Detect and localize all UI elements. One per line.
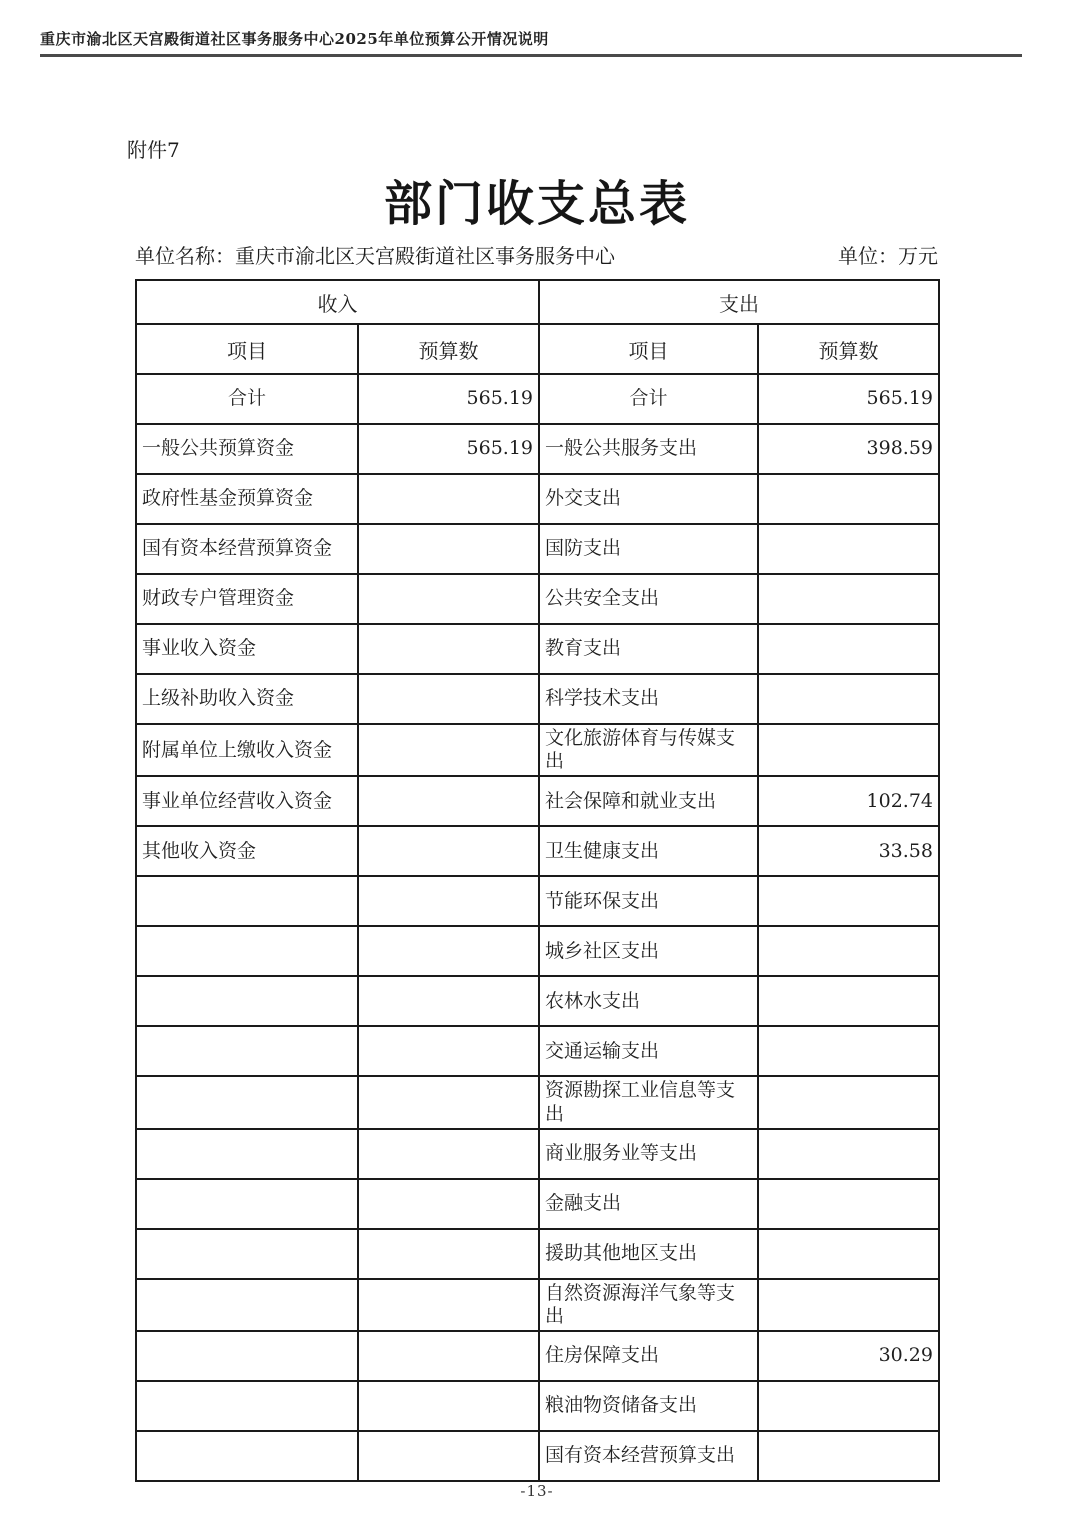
- expense-budget-header: 预算数: [758, 324, 939, 374]
- table-row: [136, 574, 939, 624]
- expense-budget-cell: [758, 1431, 939, 1481]
- group-header-row: [136, 280, 939, 324]
- expense-item-cell: 文化旅游体育与传媒支出: [539, 724, 758, 776]
- table-row: [136, 826, 939, 876]
- income-item-cell: [136, 1381, 358, 1431]
- expense-item-cell: 资源勘探工业信息等支出: [539, 1076, 758, 1128]
- total-row: [136, 374, 939, 424]
- expense-budget-cell: [758, 1229, 939, 1279]
- page-title: 部门收支总表: [383, 176, 690, 232]
- income-total-value-cell: 565.19: [358, 374, 539, 424]
- table-row: [136, 1229, 939, 1279]
- income-item-cell: 其他收入资金: [136, 826, 358, 876]
- income-item-cell: [136, 1279, 358, 1331]
- expense-item-cell: 科学技术支出: [539, 674, 758, 724]
- table-row: [136, 1179, 939, 1229]
- income-budget-cell: [358, 826, 539, 876]
- expense-item-cell: 城乡社区支出: [539, 926, 758, 976]
- expense-total-value-cell: 565.19: [758, 374, 939, 424]
- income-budget-cell: [358, 1076, 539, 1128]
- expense-item-cell: 交通运输支出: [539, 1026, 758, 1076]
- income-budget-cell: 565.19: [358, 424, 539, 474]
- expense-item-cell: 一般公共服务支出: [539, 424, 758, 474]
- running-header: [40, 28, 1022, 57]
- table-row: [136, 1381, 939, 1431]
- attachment-label: 附件7: [127, 138, 180, 162]
- income-budget-cell: [358, 1129, 539, 1179]
- table-row: [136, 1129, 939, 1179]
- expense-item-cell: 卫生健康支出: [539, 826, 758, 876]
- expense-item-cell: 援助其他地区支出: [539, 1229, 758, 1279]
- expense-budget-cell: [758, 1129, 939, 1179]
- column-header-row: [136, 324, 939, 374]
- table-row: [136, 926, 939, 976]
- income-item-header: 项目: [136, 324, 358, 374]
- income-budget-cell: [358, 1229, 539, 1279]
- table-row: [136, 624, 939, 674]
- expense-item-cell: 金融支出: [539, 1179, 758, 1229]
- expense-item-header: 项目: [539, 324, 758, 374]
- income-item-cell: [136, 1431, 358, 1481]
- expense-item-cell: 国防支出: [539, 524, 758, 574]
- expense-budget-cell: [758, 1026, 939, 1076]
- expense-item-cell: 外交支出: [539, 474, 758, 524]
- expense-budget-cell: [758, 1279, 939, 1331]
- table-meta-row: [135, 240, 938, 269]
- expense-item-cell: 公共安全支出: [539, 574, 758, 624]
- income-item-cell: [136, 1129, 358, 1179]
- income-group-header: 收入: [136, 280, 539, 324]
- expense-total-label-cell: 合计: [539, 374, 758, 424]
- income-budget-cell: [358, 926, 539, 976]
- income-item-cell: 事业收入资金: [136, 624, 358, 674]
- table-row: [136, 424, 939, 474]
- expense-budget-cell: [758, 1076, 939, 1128]
- income-item-cell: 政府性基金预算资金: [136, 474, 358, 524]
- income-item-cell: [136, 1331, 358, 1381]
- income-item-cell: [136, 926, 358, 976]
- income-item-cell: 事业单位经营收入资金: [136, 776, 358, 826]
- table-row: [136, 474, 939, 524]
- income-budget-cell: [358, 1279, 539, 1331]
- income-item-cell: 上级补助收入资金: [136, 674, 358, 724]
- expense-budget-cell: [758, 474, 939, 524]
- expense-budget-cell: [758, 724, 939, 776]
- running-header-title: 重庆市渝北区天宫殿街道社区事务服务中心2025年单位预算公开情况说明: [40, 30, 549, 48]
- expense-budget-cell: [758, 624, 939, 674]
- income-item-cell: [136, 1026, 358, 1076]
- expense-budget-cell: [758, 876, 939, 926]
- income-budget-cell: [358, 1431, 539, 1481]
- income-item-cell: 一般公共预算资金: [136, 424, 358, 474]
- expense-budget-cell: [758, 1179, 939, 1229]
- income-budget-cell: [358, 474, 539, 524]
- table-row: [136, 1076, 939, 1128]
- income-budget-cell: [358, 776, 539, 826]
- income-total-label-cell: 合计: [136, 374, 358, 424]
- income-item-cell: [136, 1076, 358, 1128]
- expense-item-cell: 社会保障和就业支出: [539, 776, 758, 826]
- expense-item-cell: 教育支出: [539, 624, 758, 674]
- page-number: -13-: [520, 1482, 554, 1500]
- expense-group-header: 支出: [539, 280, 939, 324]
- table-row: [136, 524, 939, 574]
- table-row: [136, 724, 939, 776]
- income-item-cell: 财政专户管理资金: [136, 574, 358, 624]
- table-row: [136, 876, 939, 926]
- income-item-cell: [136, 876, 358, 926]
- budget-summary-table: [135, 279, 940, 1482]
- table-row: [136, 1431, 939, 1481]
- expense-budget-cell: [758, 524, 939, 574]
- expense-budget-cell: 398.59: [758, 424, 939, 474]
- income-budget-cell: [358, 524, 539, 574]
- expense-item-cell: 粮油物资储备支出: [539, 1381, 758, 1431]
- unit-of-measure: 单位：万元: [838, 244, 938, 268]
- unit-name-label: 单位名称：: [135, 244, 235, 268]
- expense-budget-cell: [758, 926, 939, 976]
- expense-item-cell: 节能环保支出: [539, 876, 758, 926]
- income-item-cell: [136, 1179, 358, 1229]
- expense-budget-cell: [758, 574, 939, 624]
- unit-name-value: 重庆市渝北区天宫殿街道社区事务服务中心: [235, 244, 615, 268]
- income-item-cell: [136, 1229, 358, 1279]
- table-row: [136, 674, 939, 724]
- expense-item-cell: 自然资源海洋气象等支出: [539, 1279, 758, 1331]
- expense-item-cell: 农林水支出: [539, 976, 758, 1026]
- table-row: [136, 776, 939, 826]
- expense-item-cell: 商业服务业等支出: [539, 1129, 758, 1179]
- income-item-cell: [136, 976, 358, 1026]
- income-item-cell: 国有资本经营预算资金: [136, 524, 358, 574]
- income-budget-header: 预算数: [358, 324, 539, 374]
- income-budget-cell: [358, 624, 539, 674]
- income-budget-cell: [358, 1026, 539, 1076]
- table-row: [136, 1279, 939, 1331]
- budget-table-body: [136, 374, 939, 1481]
- income-budget-cell: [358, 976, 539, 1026]
- income-budget-cell: [358, 724, 539, 776]
- income-budget-cell: [358, 1179, 539, 1229]
- table-row: [136, 1026, 939, 1076]
- expense-budget-cell: 30.29: [758, 1331, 939, 1381]
- table-row: [136, 976, 939, 1026]
- table-row: [136, 1331, 939, 1381]
- expense-budget-cell: [758, 674, 939, 724]
- expense-budget-cell: 33.58: [758, 826, 939, 876]
- expense-budget-cell: [758, 1381, 939, 1431]
- expense-budget-cell: 102.74: [758, 776, 939, 826]
- expense-item-cell: 住房保障支出: [539, 1331, 758, 1381]
- income-budget-cell: [358, 574, 539, 624]
- unit-name-line: [135, 240, 615, 269]
- income-budget-cell: [358, 876, 539, 926]
- expense-item-cell: 国有资本经营预算支出: [539, 1431, 758, 1481]
- income-budget-cell: [358, 674, 539, 724]
- income-budget-cell: [358, 1381, 539, 1431]
- income-budget-cell: [358, 1331, 539, 1381]
- income-item-cell: 附属单位上缴收入资金: [136, 724, 358, 776]
- expense-budget-cell: [758, 976, 939, 1026]
